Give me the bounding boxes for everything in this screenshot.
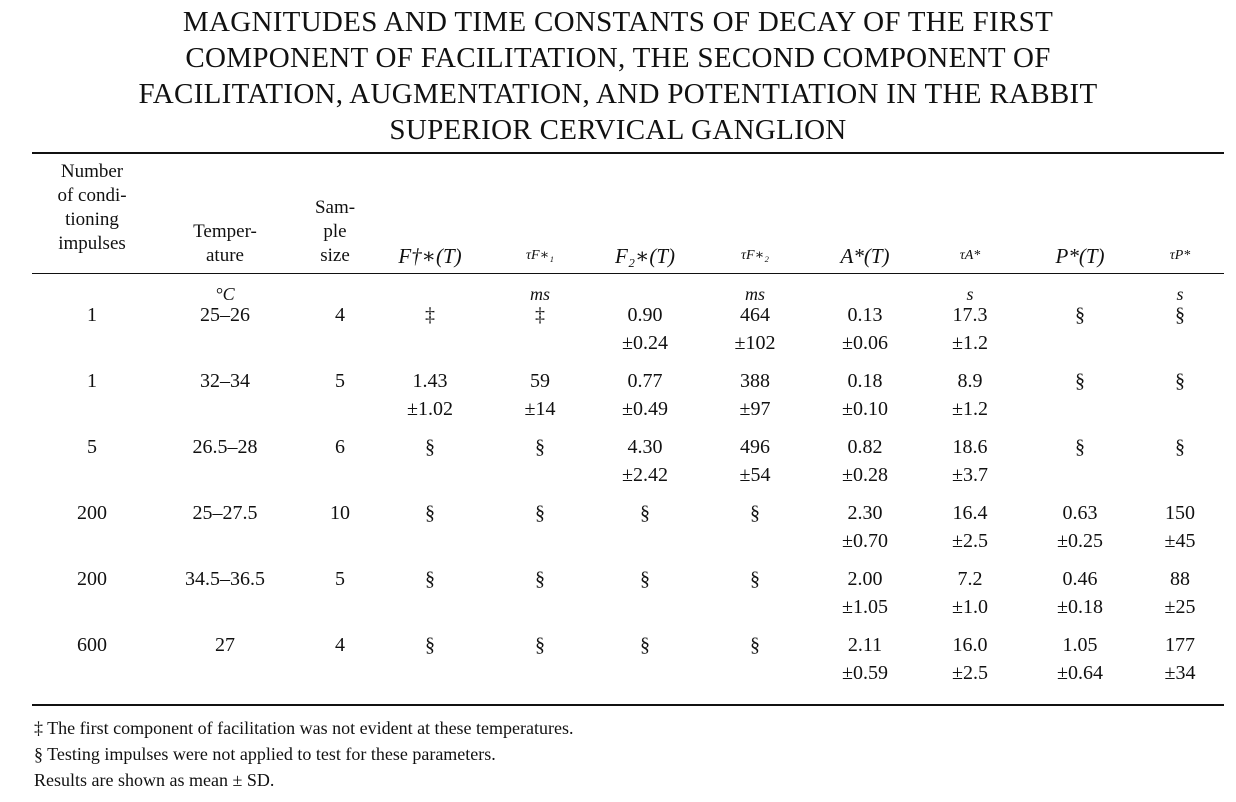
- unit-tau-p: s: [1176, 284, 1184, 304]
- table-cell-tf1: ‡: [535, 304, 545, 326]
- table-cell-tf2: §: [750, 502, 760, 524]
- header-conditioning-impulses: Number of condi- tioning impulses: [57, 161, 127, 254]
- table-cell-size: 4: [335, 304, 345, 326]
- header-tau-f1: τF∗₁: [526, 248, 554, 263]
- table-cell-ta: ±1.2: [952, 332, 988, 354]
- unit-tau-a: s: [966, 284, 974, 304]
- table-cell-temp: 25–26: [200, 304, 250, 326]
- header-f2: F₂∗(T): [614, 244, 676, 268]
- table-cell-tp: ±34: [1164, 662, 1196, 684]
- table-cell-tf2: 464: [740, 304, 770, 326]
- table-cell-f2: §: [640, 634, 650, 656]
- unit-tau-f2: ms: [744, 284, 765, 304]
- table-cell-ta: ±2.5: [952, 662, 988, 684]
- table-cell-tp: 177: [1165, 634, 1195, 656]
- table-cell-f1: ±1.02: [407, 398, 453, 420]
- table-cell-tf1: 59: [530, 370, 550, 392]
- table-cell-size: 10: [330, 502, 350, 524]
- table-cell-ta: 18.6: [952, 436, 988, 458]
- table-cell-size: 4: [335, 634, 345, 656]
- table-cell-a: ±0.10: [842, 398, 888, 420]
- table-cell-p: §: [1075, 304, 1085, 326]
- table-cell-a: ±0.28: [842, 464, 888, 486]
- table-cell-tp: 150: [1165, 502, 1195, 524]
- table-cell-size: 5: [335, 568, 345, 590]
- table-cell-n: 1: [87, 304, 97, 326]
- table-cell-tp: §: [1175, 370, 1185, 392]
- table-cell-p: §: [1075, 436, 1085, 458]
- bottom-rule: [32, 704, 1224, 706]
- table-cell-tf2: §: [750, 634, 760, 656]
- table-cell-tf1: §: [535, 568, 545, 590]
- table-cell-a: 2.11: [847, 634, 883, 656]
- table-cell-f2: ±0.24: [622, 332, 668, 354]
- table-cell-f2: §: [640, 568, 650, 590]
- table-cell-tp: 88: [1170, 568, 1190, 590]
- table-cell-a: 0.13: [847, 304, 883, 326]
- title-line: MAGNITUDES AND TIME CONSTANTS OF DECAY OF THE FIRST: [182, 6, 1054, 38]
- table-cell-tf1: ±14: [524, 398, 556, 420]
- table-cell-temp: 25–27.5: [192, 502, 258, 524]
- table-cell-tf2: ±102: [734, 332, 776, 354]
- table-cell-temp: 34.5–36.5: [185, 568, 265, 590]
- header-p: P*(T): [1055, 244, 1105, 268]
- footnote-results: Results are shown as mean ± SD.: [34, 770, 275, 790]
- table-cell-ta: ±3.7: [952, 464, 988, 486]
- header-tau-a: τA*: [959, 248, 981, 263]
- table-cell-p: 0.63: [1062, 502, 1098, 524]
- table-cell-size: 5: [335, 370, 345, 392]
- table-cell-tf1: §: [535, 436, 545, 458]
- header-sample-size: Sam- ple size: [314, 197, 356, 266]
- table-cell-f2: ±0.49: [622, 398, 668, 420]
- unit-tau-f1: ms: [529, 284, 550, 304]
- table-cell-ta: 16.0: [952, 634, 988, 656]
- table-cell-tp: ±25: [1164, 596, 1196, 618]
- table-cell-p: 0.46: [1062, 568, 1098, 590]
- table-cell-a: 2.30: [847, 502, 883, 524]
- table-cell-n: 200: [77, 502, 107, 524]
- table-cell-p: ±0.64: [1057, 662, 1103, 684]
- table-cell-temp: 32–34: [200, 370, 250, 392]
- header-tau-f2: τF∗₂: [741, 248, 769, 263]
- table-cell-n: 1: [87, 370, 97, 392]
- table-cell-tf2: ±97: [739, 398, 771, 420]
- footnote-double-dagger: ‡ The first component of facilitation was not evident at these temperatures.: [34, 718, 574, 738]
- table-cell-n: 600: [77, 634, 107, 656]
- table-cell-f2: §: [640, 502, 650, 524]
- table-cell-f1: §: [425, 436, 435, 458]
- title-line: FACILITATION, AUGMENTATION, AND POTENTIATION IN THE RABBIT: [138, 78, 1098, 110]
- header-temperature: Temper- ature: [193, 221, 257, 266]
- table-cell-a: 0.18: [847, 370, 883, 392]
- table-cell-p: ±0.18: [1057, 596, 1103, 618]
- table-cell-temp: 26.5–28: [192, 436, 258, 458]
- unit-temperature: °C: [215, 284, 235, 304]
- top-rule: [32, 152, 1224, 154]
- table-cell-tf2: 496: [740, 436, 770, 458]
- table-cell-a: ±0.70: [842, 530, 888, 552]
- table-cell-p: ±0.25: [1057, 530, 1103, 552]
- table-cell-tp: §: [1175, 436, 1185, 458]
- table-cell-size: 6: [335, 436, 345, 458]
- table-cell-tp: ±45: [1164, 530, 1196, 552]
- table-cell-f1: 1.43: [412, 370, 448, 392]
- table-cell-a: ±0.06: [842, 332, 888, 354]
- table-cell-f2: 0.90: [627, 304, 663, 326]
- table-cell-tf1: §: [535, 502, 545, 524]
- table-cell-n: 200: [77, 568, 107, 590]
- table-title: [0, 4, 1236, 148]
- table-cell-a: 2.00: [847, 568, 883, 590]
- header-a: A*(T): [840, 244, 890, 268]
- table-cell-ta: ±2.5: [952, 530, 988, 552]
- table-cell-p: §: [1075, 370, 1085, 392]
- table-cell-a: ±1.05: [842, 596, 888, 618]
- table-cell-ta: 7.2: [957, 568, 983, 590]
- table-cell-a: 0.82: [847, 436, 883, 458]
- table-cell-f2: 0.77: [627, 370, 663, 392]
- table-cell-f1: §: [425, 502, 435, 524]
- table-cell-ta: 17.3: [952, 304, 988, 326]
- table-cell-ta: 16.4: [952, 502, 988, 524]
- table-cell-tf2: ±54: [739, 464, 771, 486]
- table-cell-f1: ‡: [425, 304, 435, 326]
- title-line: SUPERIOR CERVICAL GANGLION: [389, 114, 847, 146]
- table-cell-p: 1.05: [1062, 634, 1098, 656]
- title-line: COMPONENT OF FACILITATION, THE SECOND COMPONENT OF: [185, 42, 1051, 74]
- table-cell-ta: ±1.0: [952, 596, 988, 618]
- table-cell-f1: §: [425, 568, 435, 590]
- table-cell-ta: 8.9: [957, 370, 983, 392]
- table-cell-f2: 4.30: [627, 436, 663, 458]
- header-rule: [32, 273, 1224, 274]
- table-cell-tf1: §: [535, 634, 545, 656]
- header-tau-p: τP*: [1169, 248, 1191, 263]
- header-f1: F†∗(T): [398, 244, 462, 268]
- table-cell-tf2: §: [750, 568, 760, 590]
- table-cell-n: 5: [87, 436, 97, 458]
- table-cell-ta: ±1.2: [952, 398, 988, 420]
- table-cell-a: ±0.59: [842, 662, 888, 684]
- table-cell-tf2: 388: [740, 370, 770, 392]
- table-cell-f1: §: [425, 634, 435, 656]
- table-cell-tp: §: [1175, 304, 1185, 326]
- table-cell-f2: ±2.42: [622, 464, 668, 486]
- table-cell-temp: 27: [215, 634, 235, 656]
- footnote-section: § Testing impulses were not applied to test for these parameters.: [34, 744, 496, 764]
